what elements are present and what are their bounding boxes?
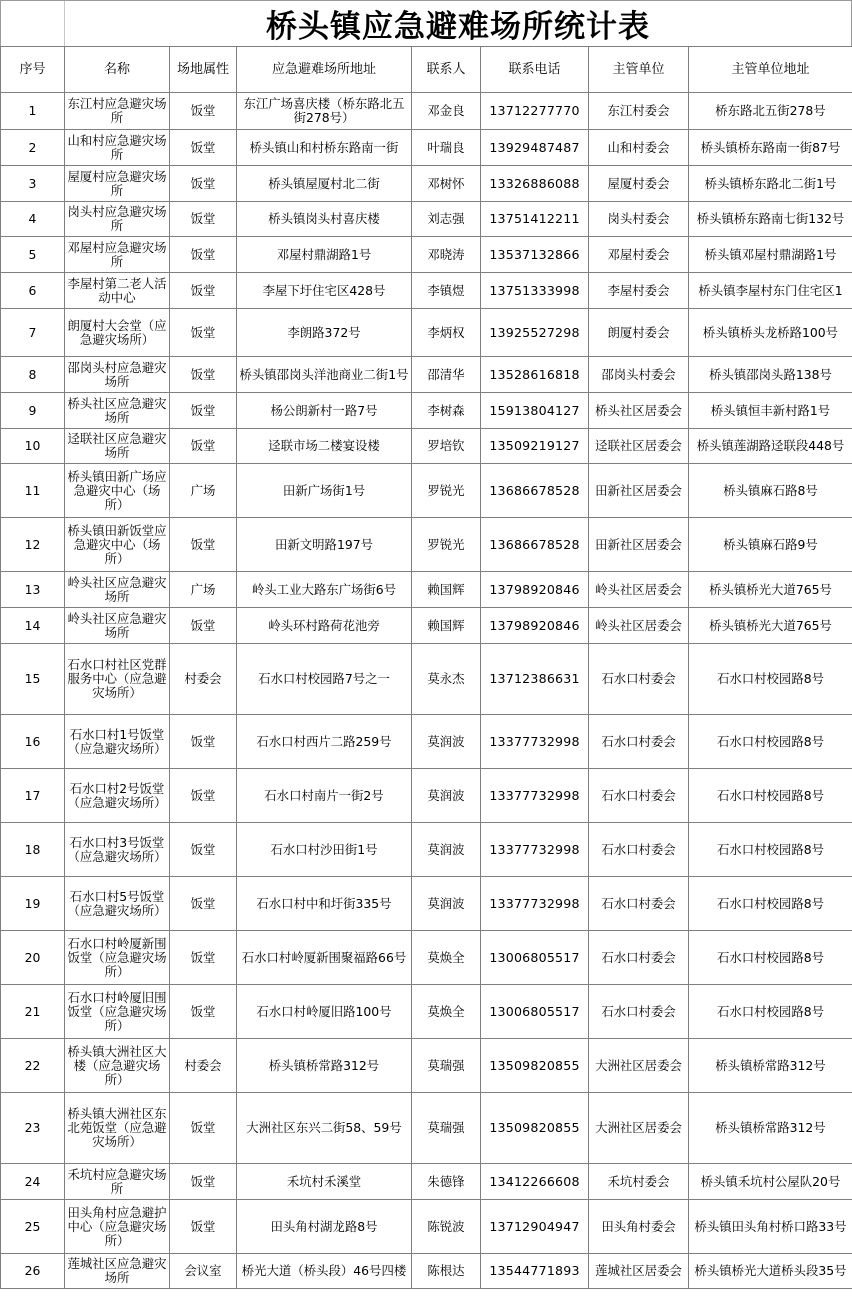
header-managing-unit: 主管单位: [589, 47, 689, 93]
cell-contact-phone: 13006805517: [481, 985, 589, 1039]
cell-contact-phone: 13537132866: [481, 237, 589, 273]
header-row: [1, 47, 852, 93]
cell-name: 李屋村第二老人活动中心: [65, 273, 170, 309]
cell-contact-person: 邵清华: [412, 357, 481, 393]
cell-contact-person: 莫润波: [412, 877, 481, 931]
cell-shelter-address: 石水口村岭厦旧路100号: [237, 985, 412, 1039]
cell-index: 26: [1, 1254, 65, 1289]
cell-index: 18: [1, 823, 65, 877]
cell-contact-phone: 13509219127: [481, 429, 589, 464]
table-row: [1, 1254, 852, 1289]
cell-shelter-address: 李屋下圩住宅区428号: [237, 273, 412, 309]
cell-managing-unit-address: 石水口村校园路8号: [689, 823, 852, 877]
table-row: [1, 608, 852, 644]
cell-managing-unit: 莲城社区居委会: [589, 1254, 689, 1289]
cell-site-type: 饭堂: [170, 823, 237, 877]
cell-contact-phone: 13377732998: [481, 715, 589, 769]
cell-index: 3: [1, 166, 65, 202]
cell-managing-unit-address: 桥头镇邓屋村鼎湖路1号: [689, 237, 852, 273]
cell-managing-unit-address: 桥头镇桥头龙桥路100号: [689, 309, 852, 357]
cell-site-type: 村委会: [170, 644, 237, 715]
cell-shelter-address: 禾坑村禾溪堂: [237, 1164, 412, 1200]
cell-shelter-address: 石水口村沙田街1号: [237, 823, 412, 877]
table-title: 桥头镇应急避难场所统计表: [266, 9, 650, 45]
cell-shelter-address: 李朗路372号: [237, 309, 412, 357]
cell-shelter-address: 桥头镇山和村桥东路南一街: [237, 130, 412, 166]
cell-name: 邓屋村应急避灾场所: [65, 237, 170, 273]
table-row: [1, 769, 852, 823]
cell-index: 11: [1, 464, 65, 518]
cell-shelter-address: 石水口村岭厦新围聚福路66号: [237, 931, 412, 985]
cell-name: 邵岗头村应急避灾场所: [65, 357, 170, 393]
cell-managing-unit: 石水口村委会: [589, 985, 689, 1039]
cell-index: 9: [1, 393, 65, 429]
cell-contact-phone: 13326886088: [481, 166, 589, 202]
cell-site-type: 会议室: [170, 1254, 237, 1289]
cell-managing-unit: 岭头社区居委会: [589, 572, 689, 608]
cell-site-type: 饭堂: [170, 130, 237, 166]
cell-managing-unit: 大洲社区居委会: [589, 1039, 689, 1093]
cell-site-type: 饭堂: [170, 166, 237, 202]
cell-contact-person: 罗锐光: [412, 518, 481, 572]
cell-managing-unit: 田新社区居委会: [589, 518, 689, 572]
cell-contact-phone: 13686678528: [481, 464, 589, 518]
cell-managing-unit: 石水口村委会: [589, 877, 689, 931]
cell-name: 石水口村岭厦旧围饭堂（应急避灾场所）: [65, 985, 170, 1039]
cell-site-type: 饭堂: [170, 309, 237, 357]
cell-managing-unit-address: 桥头镇桥东路北二街1号: [689, 166, 852, 202]
cell-managing-unit-address: 桥头镇田头角村桥口路33号: [689, 1200, 852, 1254]
table-row: [1, 393, 852, 429]
cell-shelter-address: 石水口村南片一街2号: [237, 769, 412, 823]
cell-contact-phone: 13798920846: [481, 608, 589, 644]
cell-managing-unit: 邵岗头村委会: [589, 357, 689, 393]
cell-managing-unit: 田新社区居委会: [589, 464, 689, 518]
table-row: [1, 130, 852, 166]
cell-index: 7: [1, 309, 65, 357]
cell-managing-unit-address: 桥头镇麻石路8号: [689, 464, 852, 518]
cell-index: 10: [1, 429, 65, 464]
cell-name: 东江村应急避灾场所: [65, 93, 170, 130]
cell-name: 迳联社区应急避灾场所: [65, 429, 170, 464]
cell-name: 朗厦村大会堂（应急避灾场所）: [65, 309, 170, 357]
cell-contact-person: 李树森: [412, 393, 481, 429]
table-row: [1, 464, 852, 518]
cell-index: 15: [1, 644, 65, 715]
cell-site-type: 饭堂: [170, 877, 237, 931]
header-shelter-address: 应急避难场所地址: [237, 47, 412, 93]
cell-contact-phone: 13377732998: [481, 769, 589, 823]
cell-managing-unit: 石水口村委会: [589, 644, 689, 715]
cell-managing-unit-address: 桥头镇麻石路9号: [689, 518, 852, 572]
cell-site-type: 饭堂: [170, 1200, 237, 1254]
cell-index: 13: [1, 572, 65, 608]
cell-managing-unit-address: 石水口村校园路8号: [689, 877, 852, 931]
cell-contact-person: 罗锐光: [412, 464, 481, 518]
cell-contact-person: 陈锐波: [412, 1200, 481, 1254]
cell-index: 19: [1, 877, 65, 931]
cell-name: 岭头社区应急避灾场所: [65, 572, 170, 608]
cell-name: 山和村应急避灾场所: [65, 130, 170, 166]
cell-site-type: 饭堂: [170, 429, 237, 464]
cell-shelter-address: 石水口村中和圩街335号: [237, 877, 412, 931]
cell-contact-person: 邓金良: [412, 93, 481, 130]
cell-name: 桥头镇大洲社区大楼（应急避灾场所）: [65, 1039, 170, 1093]
cell-contact-person: 陈根达: [412, 1254, 481, 1289]
table-row: [1, 202, 852, 237]
cell-managing-unit-address: 桥头镇桥东路南一街87号: [689, 130, 852, 166]
cell-contact-phone: 13751412211: [481, 202, 589, 237]
cell-contact-person: 莫润波: [412, 823, 481, 877]
cell-managing-unit: 岭头社区居委会: [589, 608, 689, 644]
cell-contact-phone: 13798920846: [481, 572, 589, 608]
cell-managing-unit-address: 桥头镇桥常路312号: [689, 1039, 852, 1093]
cell-site-type: 村委会: [170, 1039, 237, 1093]
cell-site-type: 饭堂: [170, 769, 237, 823]
cell-index: 14: [1, 608, 65, 644]
cell-shelter-address: 岭头工业大路东广场街6号: [237, 572, 412, 608]
cell-contact-person: 莫润波: [412, 715, 481, 769]
cell-managing-unit-address: 桥头镇恒丰新村路1号: [689, 393, 852, 429]
table-row: [1, 429, 852, 464]
table-row: [1, 715, 852, 769]
cell-contact-person: 邓树怀: [412, 166, 481, 202]
cell-site-type: 饭堂: [170, 985, 237, 1039]
cell-contact-person: 李镇煜: [412, 273, 481, 309]
cell-managing-unit: 东江村委会: [589, 93, 689, 130]
cell-shelter-address: 杨公朗新村一路7号: [237, 393, 412, 429]
table-row: [1, 572, 852, 608]
cell-contact-phone: 13686678528: [481, 518, 589, 572]
cell-index: 20: [1, 931, 65, 985]
cell-index: 2: [1, 130, 65, 166]
header-contact-person: 联系人: [412, 47, 481, 93]
cell-managing-unit: 石水口村委会: [589, 769, 689, 823]
cell-site-type: 饭堂: [170, 273, 237, 309]
cell-name: 石水口村岭厦新围饭堂（应急避灾场所）: [65, 931, 170, 985]
cell-contact-person: 莫焕全: [412, 985, 481, 1039]
cell-managing-unit: 石水口村委会: [589, 715, 689, 769]
table-row: [1, 273, 852, 309]
cell-index: 25: [1, 1200, 65, 1254]
cell-managing-unit-address: 桥头镇桥光大道765号: [689, 608, 852, 644]
cell-contact-phone: 13509820855: [481, 1039, 589, 1093]
table-row: [1, 985, 852, 1039]
cell-contact-person: 叶瑞良: [412, 130, 481, 166]
cell-contact-person: 刘志强: [412, 202, 481, 237]
cell-site-type: 饭堂: [170, 1093, 237, 1164]
cell-site-type: 广场: [170, 464, 237, 518]
cell-managing-unit-address: 桥头镇李屋村东门住宅区1: [689, 273, 852, 309]
table-row: [1, 1093, 852, 1164]
cell-name: 桥头社区应急避灾场所: [65, 393, 170, 429]
header-managing-unit-address: 主管单位地址: [689, 47, 852, 93]
cell-name: 禾坑村应急避灾场所: [65, 1164, 170, 1200]
cell-shelter-address: 东江广场喜庆楼（桥东路北五街278号）: [237, 93, 412, 130]
cell-site-type: 饭堂: [170, 518, 237, 572]
cell-site-type: 饭堂: [170, 393, 237, 429]
cell-managing-unit: 田头角村委会: [589, 1200, 689, 1254]
cell-managing-unit: 屋厦村委会: [589, 166, 689, 202]
cell-contact-phone: 13544771893: [481, 1254, 589, 1289]
table-row: [1, 823, 852, 877]
cell-managing-unit-address: 桥头镇桥常路312号: [689, 1093, 852, 1164]
cell-index: 12: [1, 518, 65, 572]
cell-name: 屋厦村应急避灾场所: [65, 166, 170, 202]
cell-contact-person: 李炳权: [412, 309, 481, 357]
cell-index: 24: [1, 1164, 65, 1200]
cell-site-type: 饭堂: [170, 931, 237, 985]
cell-site-type: 饭堂: [170, 202, 237, 237]
cell-contact-person: 赖国辉: [412, 572, 481, 608]
cell-name: 石水口村1号饭堂（应急避灾场所）: [65, 715, 170, 769]
cell-managing-unit: 岗头村委会: [589, 202, 689, 237]
cell-site-type: 饭堂: [170, 715, 237, 769]
header-name: 名称: [65, 47, 170, 93]
cell-contact-person: 莫瑞强: [412, 1093, 481, 1164]
cell-shelter-address: 大洲社区东兴二街58、59号: [237, 1093, 412, 1164]
cell-site-type: 饭堂: [170, 237, 237, 273]
cell-shelter-address: 石水口村校园路7号之一: [237, 644, 412, 715]
cell-name: 莲城社区应急避灾场所: [65, 1254, 170, 1289]
cell-index: 17: [1, 769, 65, 823]
cell-managing-unit-address: 桥头镇桥东路南七街132号: [689, 202, 852, 237]
header-site-type: 场地属性: [170, 47, 237, 93]
cell-shelter-address: 桥头镇邵岗头洋池商业二街1号: [237, 357, 412, 393]
cell-contact-phone: 15913804127: [481, 393, 589, 429]
table-row: [1, 166, 852, 202]
cell-shelter-address: 桥头镇桥常路312号: [237, 1039, 412, 1093]
cell-managing-unit-address: 石水口村校园路8号: [689, 769, 852, 823]
cell-index: 22: [1, 1039, 65, 1093]
cell-managing-unit: 桥头社区居委会: [589, 393, 689, 429]
cell-site-type: 广场: [170, 572, 237, 608]
cell-contact-person: 邓晓涛: [412, 237, 481, 273]
cell-shelter-address: 石水口村西片二路259号: [237, 715, 412, 769]
cell-managing-unit-address: 石水口村校园路8号: [689, 931, 852, 985]
cell-managing-unit-address: 桥头镇禾坑村公屋队20号: [689, 1164, 852, 1200]
cell-contact-person: 莫焕全: [412, 931, 481, 985]
cell-managing-unit-address: 桥头镇邵岗头路138号: [689, 357, 852, 393]
title-row: [0, 0, 852, 46]
cell-shelter-address: 桥头镇屋厦村北二街: [237, 166, 412, 202]
cell-name: 田头角村应急避护中心（应急避灾场所）: [65, 1200, 170, 1254]
cell-shelter-address: 邓屋村鼎湖路1号: [237, 237, 412, 273]
cell-contact-phone: 13412266608: [481, 1164, 589, 1200]
cell-name: 桥头镇大洲社区东北苑饭堂（应急避灾场所）: [65, 1093, 170, 1164]
table-row: [1, 1200, 852, 1254]
cell-managing-unit: 朗厦村委会: [589, 309, 689, 357]
cell-shelter-address: 岭头环村路荷花池旁: [237, 608, 412, 644]
cell-contact-person: 莫润波: [412, 769, 481, 823]
cell-managing-unit-address: 石水口村校园路8号: [689, 644, 852, 715]
cell-name: 岗头村应急避灾场所: [65, 202, 170, 237]
cell-contact-phone: 13528616818: [481, 357, 589, 393]
cell-managing-unit-address: 桥头镇莲湖路迳联段448号: [689, 429, 852, 464]
cell-contact-phone: 13006805517: [481, 931, 589, 985]
cell-shelter-address: 桥头镇岗头村喜庆楼: [237, 202, 412, 237]
cell-contact-person: 罗培钦: [412, 429, 481, 464]
cell-contact-phone: 13712904947: [481, 1200, 589, 1254]
table-row: [1, 1039, 852, 1093]
cell-contact-phone: 13925527298: [481, 309, 589, 357]
cell-site-type: 饭堂: [170, 357, 237, 393]
table-row: [1, 877, 852, 931]
table-row: [1, 931, 852, 985]
cell-managing-unit: 大洲社区居委会: [589, 1093, 689, 1164]
cell-contact-person: 朱德锋: [412, 1164, 481, 1200]
cell-managing-unit-address: 桥东路北五街278号: [689, 93, 852, 130]
cell-contact-person: 莫瑞强: [412, 1039, 481, 1093]
cell-index: 23: [1, 1093, 65, 1164]
header-contact-phone: 联系电话: [481, 47, 589, 93]
cell-name: 石水口村5号饭堂（应急避灾场所）: [65, 877, 170, 931]
cell-name: 石水口村3号饭堂（应急避灾场所）: [65, 823, 170, 877]
table-row: [1, 1164, 852, 1200]
cell-shelter-address: 田新广场街1号: [237, 464, 412, 518]
cell-managing-unit: 石水口村委会: [589, 823, 689, 877]
cell-contact-person: 赖国辉: [412, 608, 481, 644]
cell-contact-phone: 13929487487: [481, 130, 589, 166]
cell-name: 石水口村2号饭堂（应急避灾场所）: [65, 769, 170, 823]
cell-index: 1: [1, 93, 65, 130]
cell-managing-unit: 迳联社区居委会: [589, 429, 689, 464]
cell-managing-unit: 邓屋村委会: [589, 237, 689, 273]
cell-index: 16: [1, 715, 65, 769]
cell-index: 4: [1, 202, 65, 237]
cell-managing-unit-address: 桥头镇桥光大道桥头段35号: [689, 1254, 852, 1289]
cell-contact-phone: 13377732998: [481, 823, 589, 877]
table-row: [1, 518, 852, 572]
title-blank-cell: [1, 1, 65, 46]
cell-site-type: 饭堂: [170, 93, 237, 130]
cell-contact-phone: 13712277770: [481, 93, 589, 130]
table-row: [1, 309, 852, 357]
cell-managing-unit: 禾坑村委会: [589, 1164, 689, 1200]
table-row: [1, 357, 852, 393]
cell-name: 桥头镇田新广场应急避灾中心（场所）: [65, 464, 170, 518]
cell-index: 8: [1, 357, 65, 393]
cell-shelter-address: 田新文明路197号: [237, 518, 412, 572]
cell-site-type: 饭堂: [170, 608, 237, 644]
cell-contact-phone: 13751333998: [481, 273, 589, 309]
cell-name: 石水口村社区党群服务中心（应急避灾场所）: [65, 644, 170, 715]
cell-site-type: 饭堂: [170, 1164, 237, 1200]
cell-contact-phone: 13377732998: [481, 877, 589, 931]
cell-name: 岭头社区应急避灾场所: [65, 608, 170, 644]
cell-shelter-address: 桥光大道（桥头段）46号四楼: [237, 1254, 412, 1289]
cell-name: 桥头镇田新饭堂应急避灾中心（场所）: [65, 518, 170, 572]
cell-managing-unit-address: 桥头镇桥光大道765号: [689, 572, 852, 608]
cell-managing-unit-address: 石水口村校园路8号: [689, 715, 852, 769]
cell-managing-unit: 山和村委会: [589, 130, 689, 166]
cell-contact-phone: 13509820855: [481, 1093, 589, 1164]
cell-managing-unit: 石水口村委会: [589, 931, 689, 985]
cell-shelter-address: 迳联市场二楼宴设楼: [237, 429, 412, 464]
cell-contact-person: 莫永杰: [412, 644, 481, 715]
cell-managing-unit-address: 石水口村校园路8号: [689, 985, 852, 1039]
table-row: [1, 237, 852, 273]
cell-contact-phone: 13712386631: [481, 644, 589, 715]
header-index: 序号: [1, 47, 65, 93]
table-row: [1, 644, 852, 715]
cell-index: 6: [1, 273, 65, 309]
table-row: [1, 93, 852, 130]
cell-managing-unit: 李屋村委会: [589, 273, 689, 309]
table-body: [1, 93, 852, 1289]
shelter-table: [0, 46, 852, 1289]
cell-index: 21: [1, 985, 65, 1039]
cell-index: 5: [1, 237, 65, 273]
cell-shelter-address: 田头角村湖龙路8号: [237, 1200, 412, 1254]
